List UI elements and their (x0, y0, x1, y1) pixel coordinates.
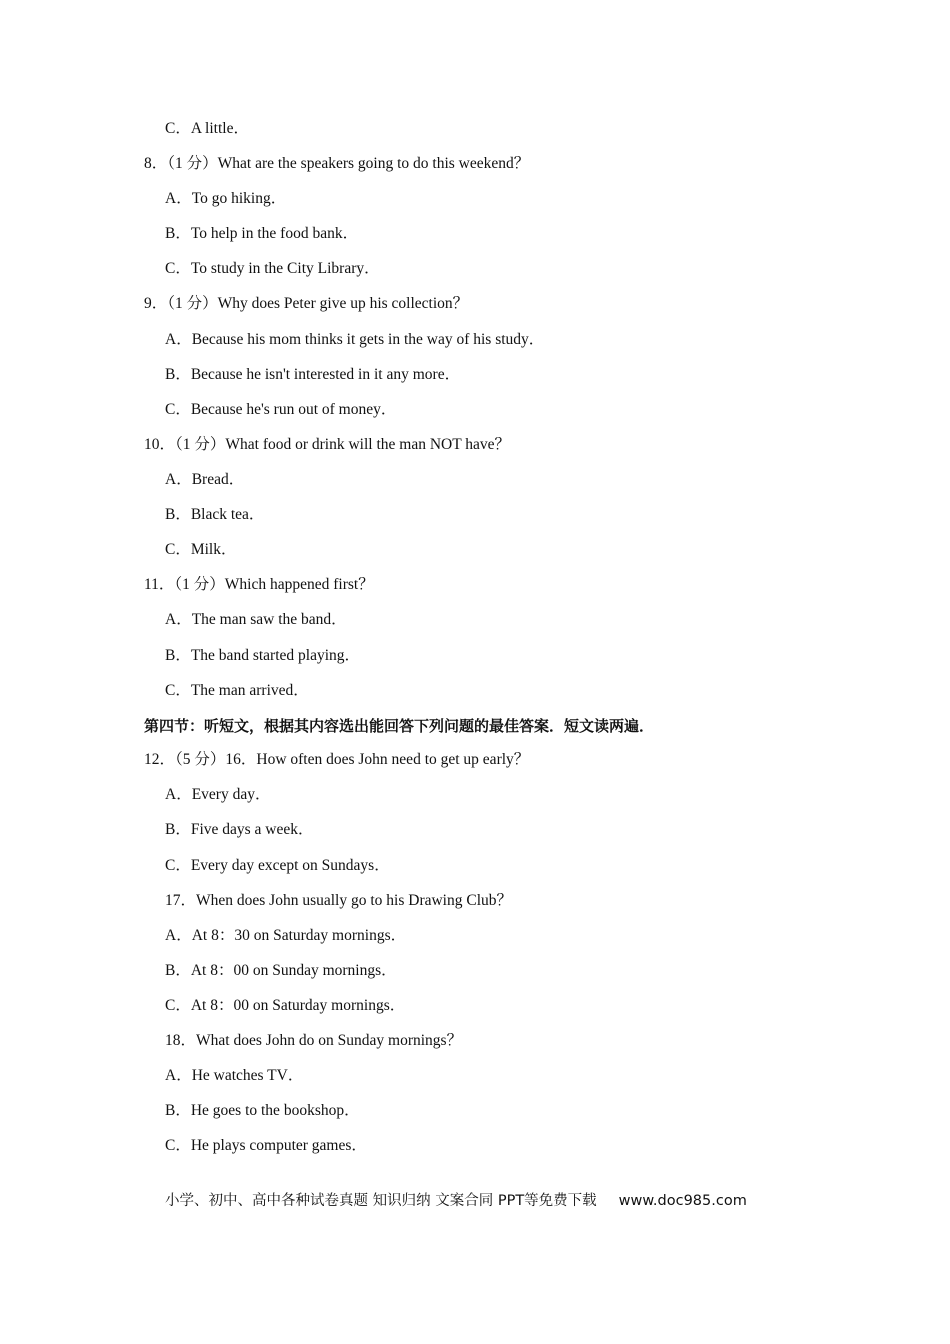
q16-option-b: B．Five days a week． (165, 821, 314, 838)
q18-option-c: C．He plays computer games． (165, 1137, 367, 1154)
q17-option-c: C．At 8：00 on Saturday mornings． (165, 997, 406, 1014)
q9-option-c: C．Because he's run out of money． (165, 401, 397, 418)
q9-option-b: B．Because he isn't interested in it any more． (165, 366, 461, 383)
q10-option-c: C．Milk． (165, 541, 237, 558)
q8-option-c: C．To study in the City Library． (165, 260, 380, 277)
q8-option-b: B．To help in the food bank． (165, 225, 359, 242)
question-10: 10．（1 分）What food or drink will the man NOT have？ (144, 436, 511, 453)
section-heading: 第四节：听短文，根据其内容选出能回答下列问题的最佳答案．短文读两遍． (144, 717, 655, 735)
question-12: 12．（5 分）16．How often does John need to get up early？ (144, 751, 530, 768)
q8-option-a: A．To go hiking． (165, 190, 287, 207)
q10-option-a: A．Bread． (165, 471, 245, 488)
q18-option-b: B．He goes to the bookshop． (165, 1102, 360, 1119)
q11-option-a: A．The man saw the band． (165, 611, 347, 628)
q17-option-a: A．At 8：30 on Saturday mornings． (165, 927, 407, 944)
q16-option-c: C．Every day except on Sundays． (165, 857, 390, 874)
page-footer (165, 1191, 747, 1211)
question-8: 8．（1 分）What are the speakers going to do this weekend？ (144, 155, 530, 172)
question-11: 11．（1 分）Which happened first？ (144, 576, 374, 593)
q17-option-b: B．At 8：00 on Sunday mornings． (165, 962, 397, 979)
question-17: 17．When does John usually go to his Drawing Club？ (165, 892, 513, 909)
q7-option-c: C．A little． (165, 120, 249, 137)
q18-option-a: A．He watches TV． (165, 1067, 304, 1084)
footer-text: 小学、初中、高中各种试卷真题 知识归纳 文案合同 PPT等免费下载 (165, 1193, 597, 1209)
q16-option-a: A．Every day． (165, 786, 271, 803)
question-18: 18．What does John do on Sunday mornings？ (165, 1032, 463, 1049)
q10-option-b: B．Black tea． (165, 506, 265, 523)
question-9: 9．（1 分）Why does Peter give up his collection？ (144, 295, 469, 312)
q9-option-a: A．Because his mom thinks it gets in the way of his study． (165, 331, 545, 348)
q11-option-b: B．The band started playing． (165, 647, 360, 664)
footer-site-link[interactable]: www.doc985.com (618, 1193, 747, 1209)
q11-option-c: C．The man arrived． (165, 682, 309, 699)
